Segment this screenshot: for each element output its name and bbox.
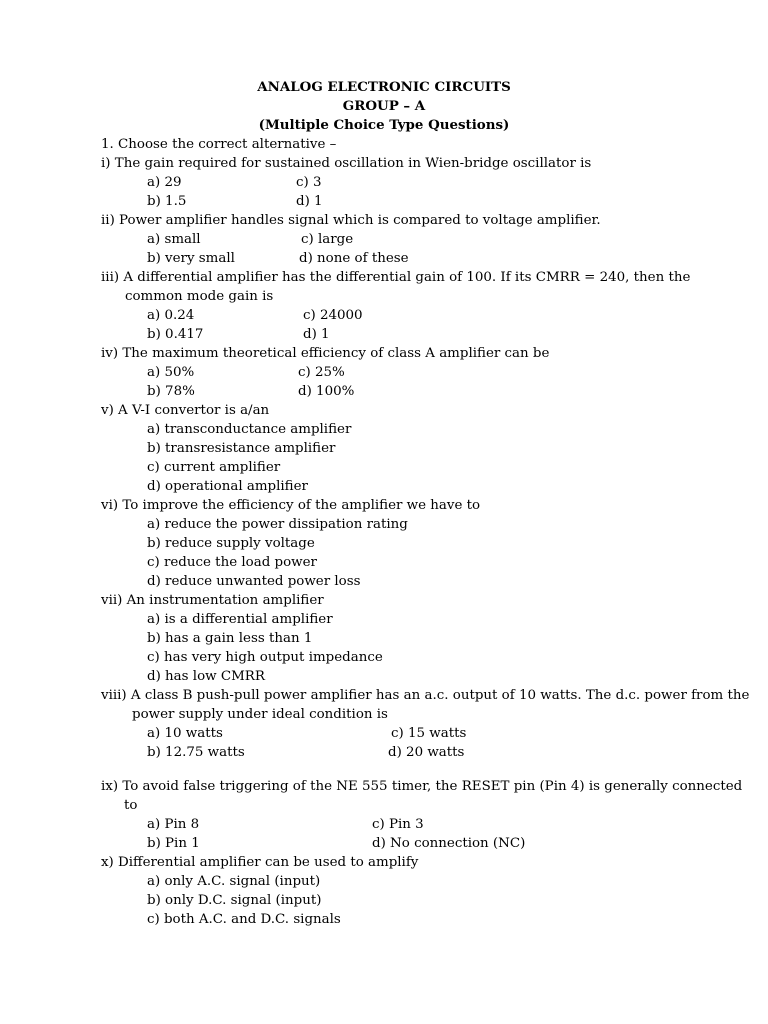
- question-text: vi) To improve the efficiency of the amplifier we have to: [101, 498, 481, 513]
- answer-option: d) 1: [296, 194, 323, 209]
- answer-option: b) Pin 1: [147, 836, 200, 851]
- answer-option: c) 25%: [298, 365, 345, 380]
- answer-option: d) 1: [303, 327, 330, 342]
- answer-option: d) none of these: [299, 251, 409, 266]
- question-text: common mode gain is: [125, 289, 274, 304]
- answer-option: a) 0.24: [147, 308, 195, 323]
- answer-option: c) 3: [296, 175, 322, 190]
- answer-option: a) is a differential amplifier: [147, 612, 333, 627]
- answer-option: b) reduce supply voltage: [147, 536, 315, 551]
- answer-option: c) 15 watts: [391, 726, 467, 741]
- answer-option: d) 100%: [298, 384, 355, 399]
- question-text: i) The gain required for sustained oscillation in Wien-bridge oscillator is: [101, 156, 592, 171]
- answer-option: a) reduce the power dissipation rating: [147, 517, 408, 532]
- answer-option: c) Pin 3: [372, 817, 424, 832]
- answer-option: d) has low CMRR: [147, 669, 265, 684]
- answer-option: a) 50%: [147, 365, 195, 380]
- answer-option: d) 20 watts: [388, 745, 465, 760]
- answer-option: a) 10 watts: [147, 726, 223, 741]
- question-text: viii) A class B push-pull power amplifier has an a.c. output of 10 watts. The d.c. power from the: [101, 688, 750, 703]
- answer-option: b) 78%: [147, 384, 195, 399]
- answer-option: a) transconductance amplifier: [147, 422, 352, 437]
- answer-option: c) current amplifier: [147, 460, 281, 475]
- answer-option: d) reduce unwanted power loss: [147, 574, 361, 589]
- answer-option: c) has very high output impedance: [147, 650, 383, 665]
- answer-option: a) only A.C. signal (input): [147, 874, 321, 889]
- document-title: ANALOG ELECTRONIC CIRCUITS: [257, 79, 511, 95]
- answer-option: b) 12.75 watts: [147, 745, 245, 760]
- question-text: x) Differential amplifier can be used to amplify: [101, 855, 419, 870]
- question-text: ii) Power amplifier handles signal which is compared to voltage amplifier.: [101, 213, 601, 228]
- answer-option: a) small: [147, 232, 201, 247]
- question-text: iii) A differential amplifier has the differential gain of 100. If its CMRR = 240, then the: [101, 270, 691, 285]
- answer-option: c) 24000: [303, 308, 363, 323]
- answer-option: a) Pin 8: [147, 817, 200, 832]
- answer-option: b) transresistance amplifier: [147, 441, 336, 456]
- section-subheading: (Multiple Choice Type Questions): [258, 117, 510, 133]
- answer-option: c) large: [301, 232, 354, 247]
- group-heading: GROUP – A: [342, 98, 426, 114]
- answer-option: d) operational amplifier: [147, 479, 308, 494]
- question-text: v) A V-I convertor is a/an: [101, 403, 270, 418]
- question-text: iv) The maximum theoretical efficiency of class A amplifier can be: [101, 346, 550, 361]
- question-text: power supply under ideal condition is: [132, 707, 388, 722]
- answer-option: d) No connection (NC): [372, 836, 526, 851]
- answer-option: b) has a gain less than 1: [147, 631, 313, 646]
- answer-option: b) 1.5: [147, 194, 187, 209]
- question-text: ix) To avoid false triggering of the NE 555 timer, the RESET pin (Pin 4) is generally connected: [101, 779, 743, 794]
- question-text: to: [124, 798, 138, 813]
- answer-option: b) very small: [147, 251, 235, 266]
- answer-option: c) reduce the load power: [147, 555, 317, 570]
- instruction-text: 1. Choose the correct alternative –: [101, 137, 337, 152]
- answer-option: b) only D.C. signal (input): [147, 893, 322, 908]
- answer-option: a) 29: [147, 175, 182, 190]
- question-text: vii) An instrumentation amplifier: [101, 593, 324, 608]
- answer-option: b) 0.417: [147, 327, 204, 342]
- answer-option: c) both A.C. and D.C. signals: [147, 912, 341, 927]
